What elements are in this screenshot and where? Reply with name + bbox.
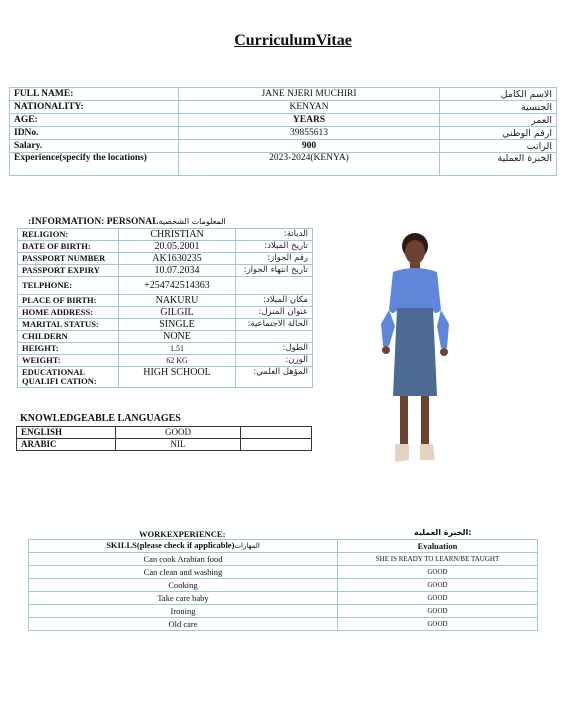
arabic-passport-number: :رقم الجواز xyxy=(236,253,313,265)
work-heading-ar: الخبرة العملية: xyxy=(414,528,472,537)
language-level: GOOD xyxy=(116,427,241,439)
arabic-religion: :الديانة xyxy=(236,229,313,241)
label-religion: RELIGION: xyxy=(18,229,119,241)
table-row xyxy=(18,253,313,265)
value-height: 1.51 xyxy=(119,343,236,355)
value-experience: 2023-2024(KENYA) xyxy=(179,153,440,176)
value-salary: 900 xyxy=(179,140,440,153)
right-arm xyxy=(437,310,449,348)
skill-cell: Can clean and washing xyxy=(29,566,338,579)
label-salary: Salary. xyxy=(10,140,179,153)
language-name: ENGLISH xyxy=(17,427,116,439)
label-place-of-birth: PLACE OF BIRTH: xyxy=(18,295,119,307)
table-row xyxy=(29,618,538,631)
value-weight: 62 KG xyxy=(119,355,236,367)
skill-cell: Old care xyxy=(29,618,338,631)
personal-heading-ar: المعلومات الشخصية xyxy=(158,217,226,226)
blouse xyxy=(389,268,441,313)
value-marital-status: SINGLE xyxy=(119,319,236,331)
applicant-photo xyxy=(375,228,455,466)
value-age: YEARS xyxy=(179,114,440,127)
arabic-nationality: الجنسية xyxy=(440,101,557,114)
language-level: NIL xyxy=(116,439,241,451)
table-row xyxy=(10,101,557,114)
left-shoe xyxy=(395,444,409,462)
arabic-children xyxy=(236,331,313,343)
arabic-id: ارقم الوطني xyxy=(440,127,557,140)
skill-cell: Cooking xyxy=(29,579,338,592)
table-row xyxy=(10,153,557,176)
arabic-height: :الطول xyxy=(236,343,313,355)
table-row xyxy=(29,553,538,566)
left-arm xyxy=(381,310,395,346)
evaluation-cell: GOOD xyxy=(338,618,538,631)
evaluation-cell: GOOD xyxy=(338,566,538,579)
value-education: HIGH SCHOOL xyxy=(119,367,236,388)
label-home-address: HOME ADDRESS: xyxy=(18,307,119,319)
arabic-passport-expiry: :تاريخ انتهاء الجواز xyxy=(236,265,313,277)
value-telephone: +254742514363 xyxy=(119,277,236,295)
table-row xyxy=(18,241,313,253)
label-telephone: TELPHONE: xyxy=(18,277,119,295)
table-row xyxy=(10,88,557,101)
value-full-name: JANE NJERI MUCHIRI xyxy=(179,88,440,101)
table-row xyxy=(29,566,538,579)
label-age: AGE: xyxy=(10,114,179,127)
left-leg xyxy=(400,396,408,444)
arabic-education: :المؤهل العلمي xyxy=(236,367,313,388)
arabic-home-address: :عنوان المنزل xyxy=(236,307,313,319)
language-extra xyxy=(241,439,312,451)
languages-heading: KNOWLEDGEABLE LANGUAGES xyxy=(20,413,181,424)
label-id: IDNo. xyxy=(10,127,179,140)
value-children: NONE xyxy=(119,331,236,343)
language-name: ARABIC xyxy=(17,439,116,451)
table-row xyxy=(18,343,313,355)
table-row xyxy=(18,319,313,331)
evaluation-cell: GOOD xyxy=(338,579,538,592)
table-row xyxy=(18,307,313,319)
personal-heading-en: :INFORMATION: PERSONAL xyxy=(28,217,159,227)
right-shoe xyxy=(420,444,435,460)
arabic-weight: :الوزن xyxy=(236,355,313,367)
value-nationality: KENYAN xyxy=(179,101,440,114)
label-full-name: FULL NAME: xyxy=(10,88,179,101)
label-experience: Experience(specify the locations) xyxy=(10,153,179,176)
language-extra xyxy=(241,427,312,439)
skills-header-ar: المهارات xyxy=(234,542,260,550)
table-row xyxy=(10,114,557,127)
table-row xyxy=(17,427,312,439)
value-passport-expiry: 10.07.2034 xyxy=(119,265,236,277)
evaluation-cell: GOOD xyxy=(338,592,538,605)
label-marital-status: MARITAL STATUS: xyxy=(18,319,119,331)
skirt xyxy=(393,308,437,396)
label-children: CHILDERN xyxy=(18,331,119,343)
skill-cell: Ironing xyxy=(29,605,338,618)
label-dob: DATE OF BIRTH: xyxy=(18,241,119,253)
arabic-age: العمر xyxy=(440,114,557,127)
label-weight: WEIGHT: xyxy=(18,355,119,367)
personal-info-table xyxy=(17,228,313,388)
arabic-dob: :تاريخ الميلاد xyxy=(236,241,313,253)
table-row xyxy=(18,331,313,343)
value-place-of-birth: NAKURU xyxy=(119,295,236,307)
table-row xyxy=(17,439,312,451)
work-heading: WORKEXPERIENCE: xyxy=(139,529,226,539)
arabic-telephone xyxy=(236,277,313,295)
main-info-table xyxy=(9,87,557,176)
table-row xyxy=(18,265,313,277)
table-header-row xyxy=(29,540,538,553)
arabic-marital-status: :الحالة الاجتماعية xyxy=(236,319,313,331)
arabic-salary: الراتب xyxy=(440,140,557,153)
value-id: 39855613 xyxy=(179,127,440,140)
evaluation-cell: SHE IS READY TO LEARN/BE TAUGHT xyxy=(338,553,538,566)
face xyxy=(405,240,425,264)
skills-header-en: SKILLS(please check if applicable) xyxy=(106,540,235,550)
languages-table xyxy=(16,426,312,451)
table-row xyxy=(29,579,538,592)
skills-header xyxy=(29,540,338,553)
table-row xyxy=(18,295,313,307)
table-row xyxy=(18,355,313,367)
page-title: CurriculumVitae xyxy=(234,32,352,49)
label-education: EDUCATIONAL QUALIFI CATION: xyxy=(18,367,119,388)
evaluation-header: Evaluation xyxy=(338,540,538,553)
label-nationality: NATIONALITY: xyxy=(10,101,179,114)
skill-cell: Can cook Arabian food xyxy=(29,553,338,566)
label-passport-number: PASSPORT NUMBER xyxy=(18,253,119,265)
table-row xyxy=(29,605,538,618)
table-row xyxy=(18,367,313,388)
skill-cell: Take care baby xyxy=(29,592,338,605)
table-row xyxy=(29,592,538,605)
arabic-experience: الخبرة العملية xyxy=(440,153,557,176)
evaluation-cell: GOOD xyxy=(338,605,538,618)
table-row xyxy=(18,229,313,241)
work-table xyxy=(28,539,538,631)
label-passport-expiry: PASSPORT EXPIRY xyxy=(18,265,119,277)
table-row xyxy=(18,277,313,295)
right-leg xyxy=(421,396,429,444)
table-row xyxy=(10,127,557,140)
value-passport-number: AK1630235 xyxy=(119,253,236,265)
table-row xyxy=(10,140,557,153)
value-home-address: GILGIL xyxy=(119,307,236,319)
value-dob: 20.05.2001 xyxy=(119,241,236,253)
arabic-full-name: الاسم الكامل xyxy=(440,88,557,101)
value-religion: CHRISTIAN xyxy=(119,229,236,241)
neck xyxy=(410,261,420,269)
arabic-place-of-birth: :مكان الميلاد xyxy=(236,295,313,307)
left-hand xyxy=(382,346,390,354)
label-height: HEIGHT: xyxy=(18,343,119,355)
personal-heading xyxy=(28,217,226,227)
right-hand xyxy=(440,348,448,356)
